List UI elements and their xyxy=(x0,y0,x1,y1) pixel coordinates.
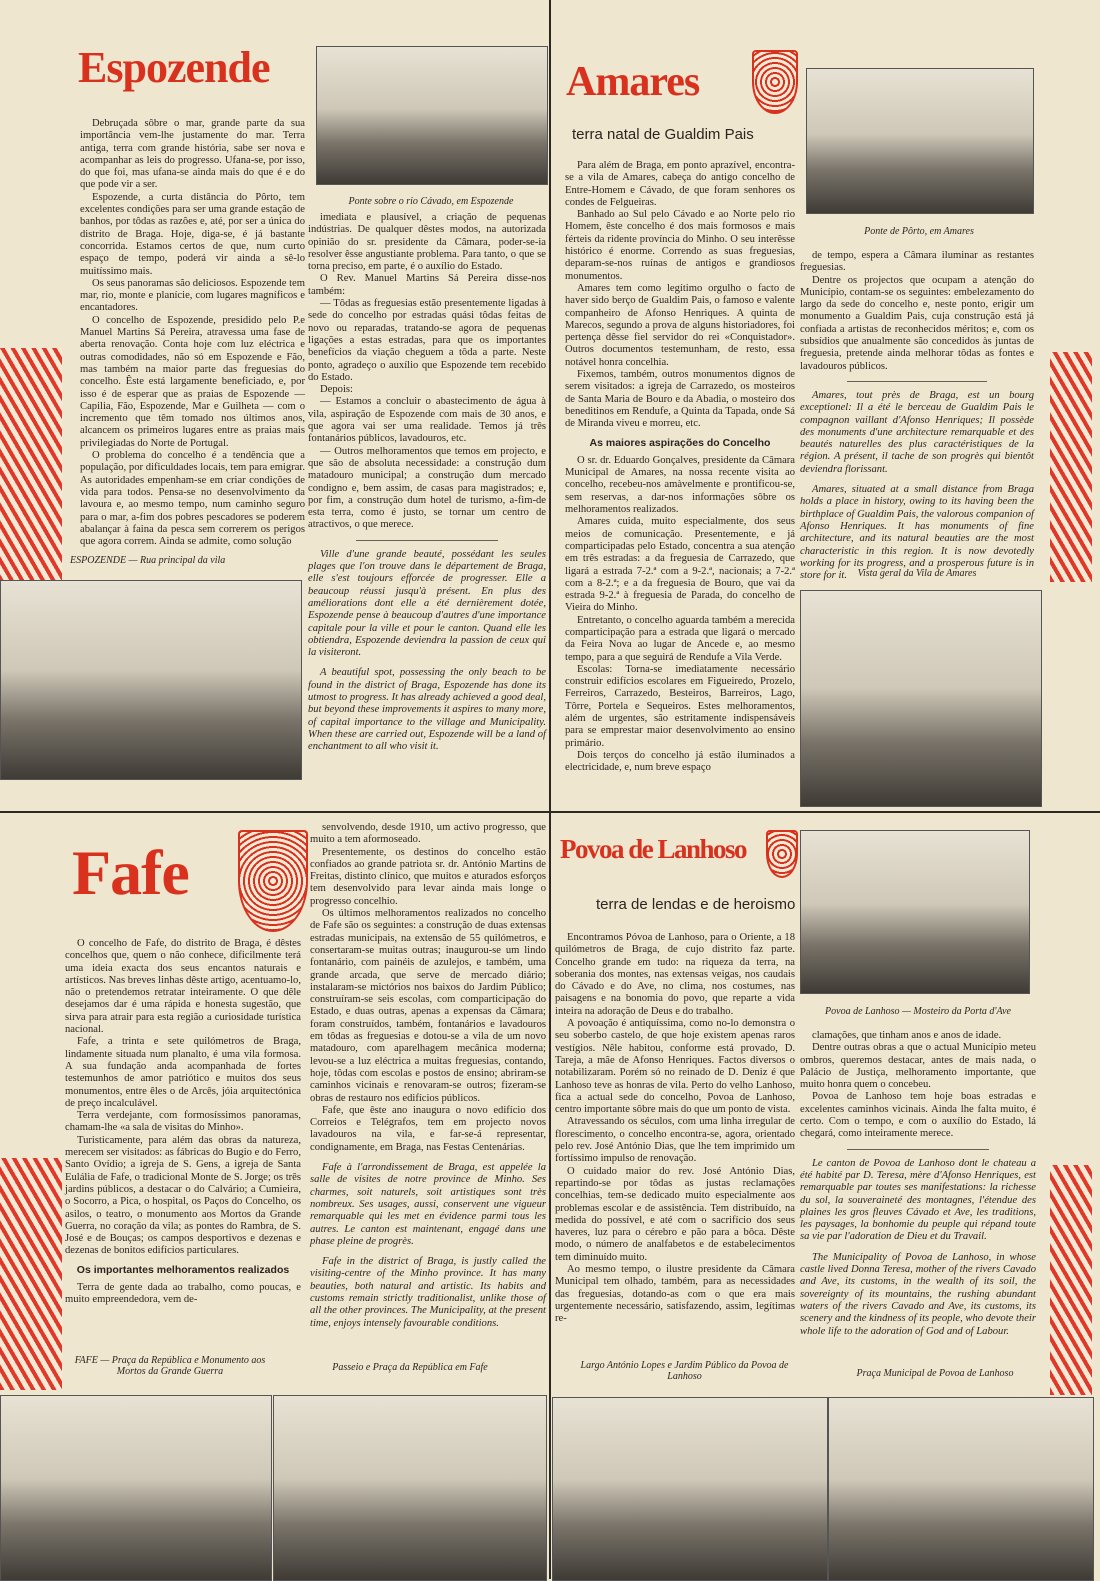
paragraph: Amares tem como legítimo orgulho o facto de haver sido berço de Gualdim Pais, o famoso e valente companheiro de Afonso Henriques. A quinta de Marecos, segundo a prova de alguns historiadores, foi pertença dêsse fiel servidor do rei «Conquistador». Outros documentos testemunham, de resto, essa notável honra concelhia. xyxy=(565,282,795,368)
paragraph: Amares cuida, muito especialmente, dos seus meios de comunicação. Presentemente, e já comparticipadas pelo Estado, concentra a sua atenção em três estradas: a da freguesia de Carrazedo, que ligará a estrada 7-2.ª com a 9-2.ª, nacionais; a 7-2.ª com a 8-2.ª; e a da freguesia de Bouro, que vai da estrada 9-2.ª à freguesia de Parada, do concelho de Vieira do Minho. xyxy=(565,516,795,614)
paragraph: Ao mesmo tempo, o ilustre presidente da Câmara Municipal tem olhado, também, para as necessidades das freguesias, dotando-as com o que era mais urgentemente necessário, satisfazendo, assim, legítimas re- xyxy=(555,1264,795,1325)
coat-of-arms-icon xyxy=(238,830,308,932)
paragraph: Fafe, que êste ano inaugura o novo edifício dos Correios e Telégrafos, tem em projecto novos lavadouros na vila, e far-se-á representar, condignamente, em Braga, nas Festas Centenárias. xyxy=(310,1104,546,1153)
photo-caption: FAFE — Praça da República e Monumento aos Mortos da Grande Guerra xyxy=(74,1355,266,1377)
paragraph: O sr. dr. Eduardo Gonçalves, presidente da Câmara Municipal de Amares, na nossa recente visita ao concelho, recebeu-nos amàvelmente e prontificou-se, sem reservas, a dar-nos informações sôbre os melhoramentos realizados. xyxy=(565,454,795,516)
paragraph: Encontramos Póvoa de Lanhoso, para o Oriente, a 18 quilómetros de Braga, de cujo distrito faz parte. Concelho grande em tudo: na riqueza da terra, na soberania dos montes, nas extensas veigas, nos caudais do Cávado e do Ave, no clima, nos costumes, nas paisagens e na bonomia do povo, que reparte a vida inteira na adoração de Deus e do trabalho. xyxy=(555,932,795,1017)
paragraph: Fafe, a trinta e sete quilómetros de Braga, lindamente situada num planalto, é uma vila formosa. A sua fundação anda acompanhada de fortes testemunhos de amor patriótico e muitos dos seus monumentos, entre êles o de Arcês, jóia arquitectónica de preço incalculável. xyxy=(65,1036,301,1109)
article-subtitle: terra de lendas e de heroismo xyxy=(596,896,796,913)
paragraph: senvolvendo, desde 1910, um activo progresso, que muito a tem aformoseado. xyxy=(310,822,546,846)
photo-bridge-cavado xyxy=(316,46,548,185)
paragraph: Atravessando os séculos, com uma linha irregular de florescimento, o concelho encontra-se, agora, orientado pelo rev. José António Dias, que lhe tem imprimido um fortíssimo impulso de renovação. xyxy=(555,1116,795,1165)
photo-main-street xyxy=(0,580,302,780)
photo-mosteiro-porta-ave xyxy=(800,830,1030,994)
article-column xyxy=(65,938,301,1348)
paragraph: Os últimos melhoramentos realizados no concelho de Fafe são os seguintes: a construção de duas extensas estradas municipais, na extensão de 55 quilómetros, e consertaram-se muitas outras; inaugurou-se um lindo fontanário, com painéis de azulejos, e também, uma grande arcada, que serve de mercado diário; instalaram-se mictórios nos baixos do Jardim Público; construíram-se seis escolas, com comparticipação do Estado, e duas outras, apenas a expensas da Câmara; foram construídos, também, fontanários e lavadouros em tôdas as freguesias e dotou-se a vila de um novo matadouro, com aparelhagem mecânica moderna; levou-se a luz eléctrica a muitas freguesias, contando, hoje, tôdas com escolas e postos de ensino; abriram-se caminhos vicinais e renovaram-se outros; fizeram-se obras de restauro nos edifícios públicos. xyxy=(310,908,546,1104)
french-summary: Ville d'une grande beauté, possédant les seules plages que l'on trouve dans le département de Braga, elle s'est toujours efforcée de progresser. Elle a beaucoup réussi jusqu'à présent. En plus des améliorations dont elle a été dernièrement dotée, Espozende pense à beaucoup d'autres d'une importance capitale pour la ville et pour le canton. Quand elle les obtiendra, Espozende deviendra la passion de ceux qui la visiteront. xyxy=(308,548,546,659)
photo-caption: ESPOZENDE — Rua principal da vila xyxy=(70,555,226,566)
paragraph: O cuidado maior do rev. José António Dias, repartindo-se por tôdas as justas reclamações concelhias, tem-se dedicado muito especialmente aos problemas escolar e de assistência. Tem distribuído, na medida do possível, e até com o sacrifício dos seus haveres, luz para o cérebro e pão para a bôca. Dêste modo, o número de analfabetos e de estabelecimentos tem diminuído muito. xyxy=(555,1165,795,1263)
coat-of-arms-icon xyxy=(766,830,798,878)
english-summary: A beautiful spot, possessing the only beach to be found in the district of Braga, Espozende has done its utmost to progress. It has already achieved a good deal, but beyond these improvements it aspires to many more, of capital importance to the village and Municipality. When these are carried out, Espozende will be a land of enchantment to all who visit it. xyxy=(308,667,546,753)
paragraph: Dois terços do concelho já estão iluminados a electricidade, e, num breve espaço xyxy=(565,749,795,774)
paragraph: A povoação é antiquíssima, como no-lo demonstra o seu soberbo castelo, de que hoje existem apenas raros vestígios. Nêle habitou, conforme está provado, D. Tareja, a mãe de Afonso Henriques. Factos diversos o notabilizaram. Porém só no reinado de D. Deniz é que Lanhoso teve as honras de vila. Perto do velho Lanhoso, fica a actual sede do concelho, Povoa de Lanhoso, centro importante sôbre mais do que um ponto de vista. xyxy=(555,1018,795,1116)
paragraph: O Rev. Manuel Martins Sá Pereira disse-nos também: xyxy=(308,273,546,297)
paragraph: Para além de Braga, em ponto aprazível, encontra-se a vila de Amares, cabeça do antigo concelho de Entre-Homem e Cávado, de que foram senhores os condes de Felgueiras. xyxy=(565,160,795,208)
photo-caption: Passeio e Praça da República em Fafe xyxy=(332,1362,488,1373)
photo-porto-bridge xyxy=(806,68,1034,214)
article-column xyxy=(555,932,795,1350)
article-column xyxy=(565,160,795,808)
paragraph: clamações, que tinham anos e anos de idade. xyxy=(812,1030,1002,1041)
paragraph: Debruçada sôbre o mar, grande parte da sua importância vem-lhe justamente do mar. Terra antiga, terra com grande história, sabe ser nova e acompanhar as leis do progresso. Ufana-se, por isso, do que foi, mas ufana-se ainda mais do que é e do que pode vir a ser. xyxy=(80,118,305,191)
french-summary: Fafe à l'arrondissement de Braga, est appelée la salle de visites de notre province de Minho. Ses charmes, soit naturels, soit artistiques sont très nombreux. Ses usages, aussi, conservent une vigueur remarquable qui les met en évidence parmi tous les autres. Le canton est maintenant, engagé dans une phase pleine de progrès. xyxy=(310,1162,546,1247)
paragraph: Presentemente, os destinos do concelho estão confiados ao grande patriota sr. dr. António Martins de Freitas, distinto clínico, que muitos e aturados esforços tem desenvolvido para levar ainda mais longe o progresso concelhio. xyxy=(310,846,546,907)
photo-caption: Ponte de Pôrto, em Amares xyxy=(864,226,974,237)
divider-rule xyxy=(356,540,499,541)
article-column xyxy=(310,822,546,1347)
column-divider-vertical xyxy=(549,0,551,1579)
photo-praca-republica xyxy=(0,1395,272,1581)
article-title: Fafe xyxy=(72,837,189,908)
paragraph: Espozende, a curta distância do Pôrto, tem excelentes condições para ser uma grande estação de banhos, por tôdas as razões e, até, por ser a única do distrito de Braga. Hoje, diga-se, é já bastante concorrida. Estamos certos de que, num curto espaço de tempo, poderá vir ainda a sê-lo muitíssimo mais. xyxy=(80,191,305,277)
photo-caption: Praça Municipal de Povoa de Lanhoso xyxy=(856,1368,1014,1379)
article-column xyxy=(800,1030,1036,1360)
paragraph: Dentre outras obras a que o actual Município meteu ombros, queremos destacar, antes de mais nada, o Palácio de Justiça, melhoramento importante, que muito honra quem o concebeu. xyxy=(800,1042,1036,1091)
paragraph: imediata e plausível, a criação de pequenas indústrias. De qualquer dêstes modos, na autorizada opinião do sr. presidente da Câmara, poder-se-ia resolver êsse angustiante problema. Para tanto, o que se torna preciso, em parte, é o auxílio do Estado. xyxy=(308,212,546,273)
paragraph: Dentre os projectos que ocupam a atenção do Município, contam-se os seguintes: embelezamento do largo da sede do concelho e, neste ponto, erigir um monumento a Gualdim Pais, cuja construção está já confiada a artistas de reconhecidos méritos; e, com os subsídios que anualmente são concedidos às juntas de freguesia, pretende ainda melhorar tôdas as fontes e lavadouros públicos. xyxy=(800,274,1034,372)
paragraph: — Tôdas as freguesias estão presentemente ligadas à sede do concelho por estradas quási tôdas feitas de novo ou reparadas, tratando-se agora de pequenas ligações a estas estradas, para que os importantes benefícios da viação cheguem a tôda a parte. Neste ponto, agradeço o auxílio que Espozende tem recebido do Estado. xyxy=(308,298,546,383)
paragraph: Terra de gente dada ao trabalho, como poucas, e muito empreendedora, vem de- xyxy=(65,1282,301,1306)
decorative-stripe-border xyxy=(0,1158,62,1390)
photo-largo-antonio-lopes xyxy=(552,1397,828,1581)
photo-caption: Ponte sobre o rio Cávado, em Espozende xyxy=(348,196,514,207)
paragraph: de tempo, espera a Câmara iluminar as restantes freguesias. xyxy=(800,250,1034,274)
coat-of-arms-icon xyxy=(752,50,798,114)
article-column xyxy=(308,212,546,804)
paragraph: — Outros melhoramentos que temos em projecto, e que são de absoluta necessidade: a construção dum matadouro municipal; a construção dum mercado condigno e, bem assim, de casas para magistrados; e, por fim, a construção dum hotel de turismo, a-fim-de esta terra, como é justo, se tornar um centro de atractivos, o que merece. xyxy=(308,445,546,531)
paragraph: O concelho de Fafe, do distrito de Braga, é dêstes concelhos que, quem o não conhece, dificilmente terá uma ideia exacta dos seus encantos naturais e artísticos. Nas breves linhas dêste artigo, acentuamo-lo, não o pretendemos retratar inteiramente. O que dêle desejamos dar é uma rápida e honesta sugestão, que sirva para atrair para esta região a curiosidade turística nacional. xyxy=(65,938,301,1036)
english-summary: Fafe in the district of Braga, is justly called the visiting-centre of the Minho province. It has many beauties, both natural and artistic. Its habits and customs remain strictly traditionalist, unlike those of all the other provinces. The Municipality, at the present time, enjoys intensely favourable conditions. xyxy=(310,1256,546,1329)
french-summary: Le canton de Povoa de Lanhoso dont le chateau a été habité par D. Teresa, mère d'Afonso Henriques, est remarquable par toutes ses manifestations: la richesse du sol, la souveraineté des montagnes, l'étendue des plaines les gros fleuves Cávado et Ave, les traditions, les paysages, la bonhomie du peuple qui répand toute sa vie par l'adoration de Dieu et du Travail. xyxy=(800,1157,1036,1243)
french-summary: Amares, tout près de Braga, est un bourg exceptionel: Il a été le berceau de Gualdim Pais le compagnon vaillant d'Afonso Henriques; Il possède des monuments d'une architecture remarquable et des beautés naturelles des plus caractéristiques de la région. A présent, il tache de son progrès qui bientôt deviendra florissant. xyxy=(800,389,1034,475)
divider-rule xyxy=(847,381,987,382)
paragraph: Fixemos, também, outros monumentos dignos de serem visitados: a igreja de Carrazedo, os mosteiros de Santa Maria de Bouro e da Abadia, o mosteiro dos beneditinos em Rendufe, a Quinta da Tapada, onde Sá de Miranda viveu e morreu, etc. xyxy=(565,369,795,430)
decorative-stripe-border xyxy=(1050,1165,1092,1395)
paragraph: — Estamos a concluir o abastecimento de água à vila, aspiração de Espozende com mais de 30 anos, e que agora vai ser uma realidade. Temos já três fontanários públicos, lavadouros, etc. xyxy=(308,396,546,445)
section-heading: As maiores aspirações do Concelho xyxy=(589,436,771,449)
section-divider-horizontal xyxy=(0,811,1100,813)
paragraph: Escolas: Torna-se imediatamente necessário construir edifícios escolares em Figueiredo, Prozelo, Ferreiros, Carrazedo, Besteiros, Barreiros, Lago, Tôrre, Portela e Sequeiros. Estes melhoramentos, além de urgentes, são estritamente indispensáveis para se emprestar maior desenvolvimento ao ensino primário. xyxy=(565,663,795,749)
decorative-stripe-border xyxy=(0,348,62,582)
paragraph: Os seus panoramas são deliciosos. Espozende tem mar, rio, monte e planície, com lugares magníficos e encantadores. xyxy=(80,277,305,314)
english-summary: The Municipality of Povoa de Lanhoso, in whose castle lived Donna Teresa, mother of the rivers Cavado and Ave, its customs, in the wealth of its soil, the sovereignty of its mountains, the rushing abundant waters of the rivers Cavado and Ave, its customs, its scenery and the kindness of its people, who devote their whole life to the adoration of God and of Labour. xyxy=(800,1251,1036,1337)
photo-caption: Largo António Lopes e Jardim Público da Povoa de Lanhoso xyxy=(580,1360,789,1382)
article-column xyxy=(80,118,305,550)
paragraph: Entretanto, o concelho aguarda também a merecida comparticipação para a estrada que ligará o mercado da Feira Nova ao lugar de Ancede e, ao mesmo tempo, para a que seguirá de Rendufe a Vila Verde. xyxy=(565,614,795,663)
paragraph: Banhado ao Sul pelo Cávado e ao Norte pelo rio Homem, êste concelho é dos mais formosos e mais férteis da ridente província do Minho. O seu interêsse histórico é enorme. Correndo as suas freguesias, deparam-se-nos ruínas de antigos e grandiosos monumentos. xyxy=(565,209,795,282)
english-summary: Amares, situated at a small distance from Braga holds a place in history, owing to its having been the birthplace of Gualdim Pais, the valorous companion of Afonso Henriques. It has monuments of fine architecture, and its natural beauties are the most characteristic in this region. It is now devotedly working for its progress, and a prosperous future is in store for it. xyxy=(800,484,1034,582)
photo-caption: Povoa de Lanhoso — Mosteiro da Porta d'Ave xyxy=(825,1006,1011,1017)
paragraph: Turisticamente, para além das obras da natureza, merecem ser visitados: as fábricas do Bugio e do Ferro, Santo Ovídio; a igreja de S. Gens, a igreja de Santa Eulália de Fafe, o tradicional Monte de S. Jorge; os três jardins públicos, a destacar o do Calvário; a Cumieira, o Socorro, a Pica, o hospital, os Paços do Concelho, os asilos, o teatro, o monumento aos Mortos da Grande Guerra, no coração da vila; as pontes do Rambra, de S. José e de Bouças; os campos desportivos e dezenas e dezenas de bonitos edifícios particulares. xyxy=(65,1134,301,1257)
photo-passeio-praca xyxy=(273,1395,547,1581)
paragraph: O concelho de Espozende, presidido pelo P.e Manuel Martins Sá Pereira, atravessa uma fase de aberta renovação. Conta hoje com luz eléctrica e outras comodidades, não só em Espozende e Fão, mas também na maior parte das freguesias do concelho. Êste está largamente beneficiado, e, por isso é de esperar que as praias de Espozende — Capilia, Fão, Espozende, Mar e Guilheta — com o incremento que têm tomado nos últimos anos, alcancem os primeiros lugares entre as praias mais privilegiadas do Norte de Portugal. xyxy=(80,314,305,449)
paragraph: O problema do concelho é a tendência que a população, por dificuldades locais, tem para emigrar. As autoridades empenham-se em criar condições de vida para todos. Pensa-se no desenvolvimento da lavoura e, ao mesmo tempo, num caminho seguro para o mar, a-fim dos pobres pescadores se poderem abalançar à faina da pesca sem correrem os perigos que agora correm. Ainda se admite, como solução xyxy=(80,450,305,548)
article-title: Espozende xyxy=(78,43,270,92)
divider-rule xyxy=(847,1149,989,1150)
article-subtitle: terra natal de Gualdim Pais xyxy=(572,126,754,143)
photo-amares-vista xyxy=(800,590,1042,807)
photo-caption: Vista geral da Vila de Amares xyxy=(857,568,977,579)
article-title: Amares xyxy=(566,59,700,105)
photo-praca-municipal xyxy=(828,1397,1094,1581)
paragraph: Povoa de Lanhoso tem hoje boas estradas e excelentes caminhos vicinais. Ainda lhe falta muito, é certo. Com o tempo, e com o auxílio do Estado, lá chegará, como inteiramente merece. xyxy=(800,1091,1036,1140)
paragraph: Terra verdejante, com formosíssimos panoramas, chamam-lhe «a sala de visitas do Minho». xyxy=(65,1110,301,1134)
article-title: Povoa de Lanhoso xyxy=(560,834,747,864)
decorative-stripe-border xyxy=(1050,352,1092,582)
section-heading: Os importantes melhoramentos realizados xyxy=(76,1263,290,1276)
paragraph: Depois: xyxy=(320,384,353,396)
